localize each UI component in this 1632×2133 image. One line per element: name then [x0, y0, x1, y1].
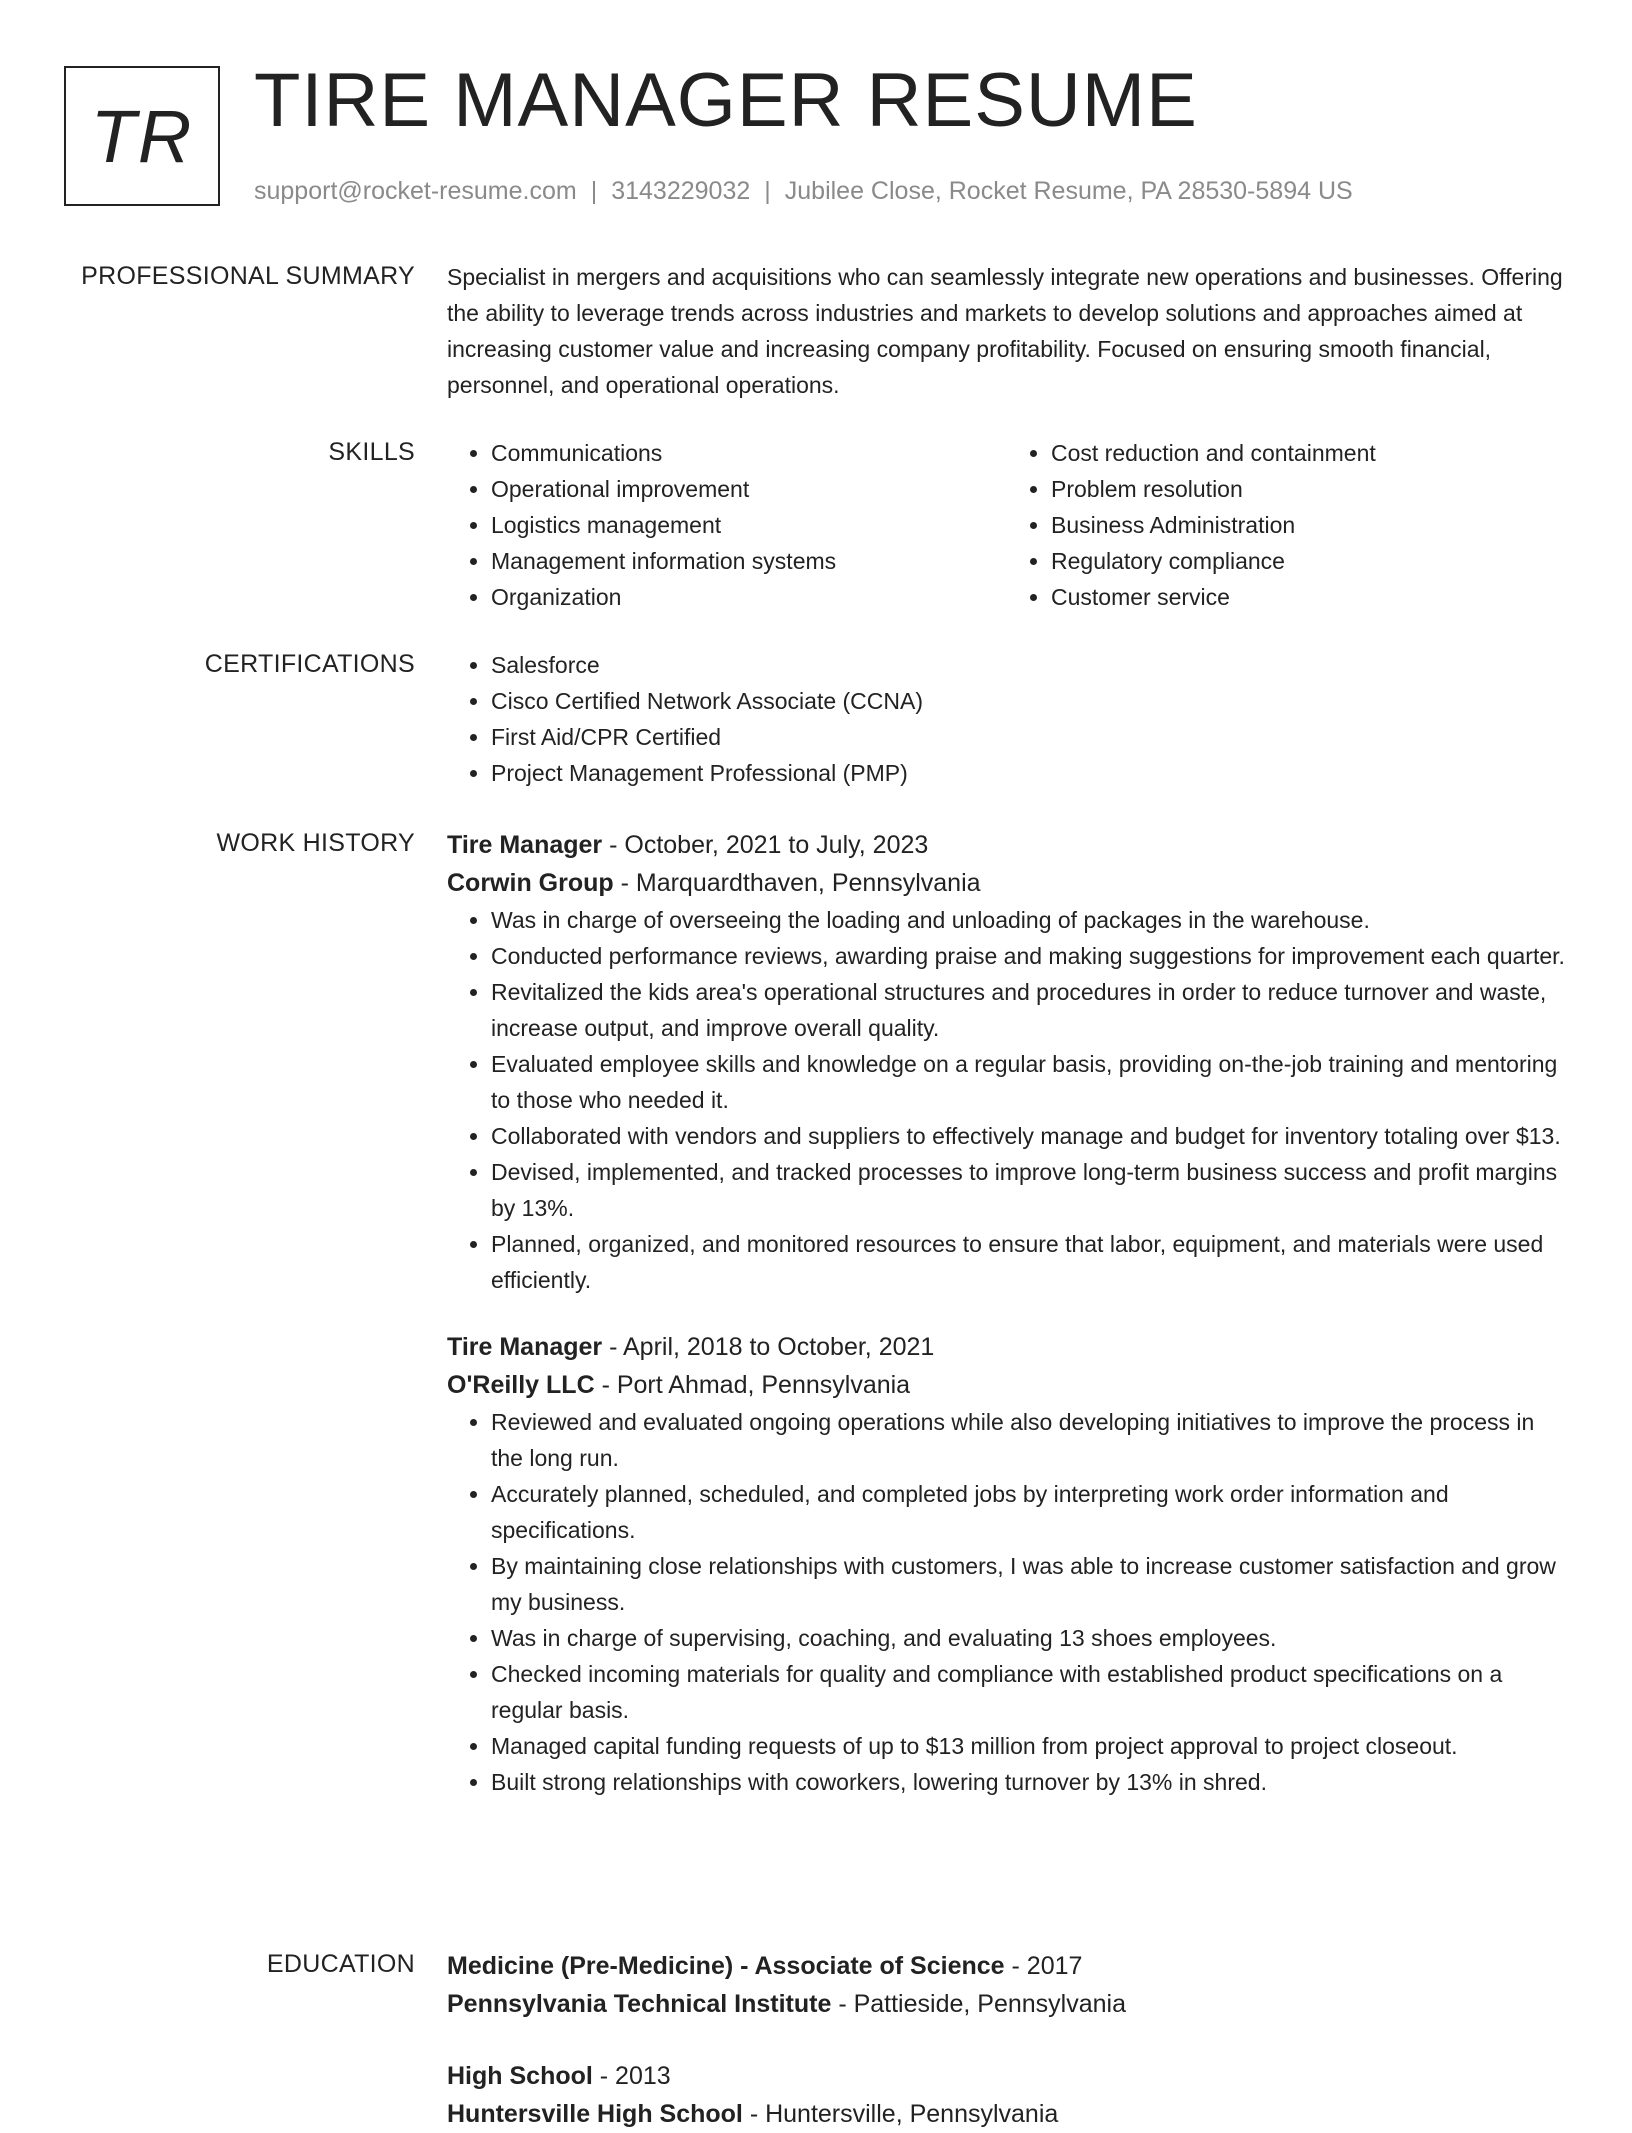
job-duty: • Built strong relationships with coworkers, lowering turnover by 13% in shred.: [491, 1764, 1567, 1800]
job-duty: • Revitalized the kids area's operational structures and procedures in order to reduce turnover and waste, increase output, and improve overall quality.: [491, 974, 1567, 1046]
skills-list-right: [1007, 435, 1567, 615]
education-year: - 2013: [592, 2062, 671, 2090]
skill-item: • Business Administration: [1051, 507, 1567, 543]
skill-item: • Problem resolution: [1051, 471, 1567, 507]
skill-item: • Communications: [491, 435, 1007, 471]
education-year: - 2017: [1004, 1952, 1083, 1980]
contact-line: [254, 174, 1353, 208]
work-history-heading: WORK HISTORY: [216, 829, 415, 857]
skill-item: • Cost reduction and containment: [1051, 435, 1567, 471]
contact-address: Jubilee Close, Rocket Resume, PA 28530-5894 US: [784, 177, 1353, 205]
job-title-line: [447, 1328, 1567, 1366]
monogram-box: [64, 66, 220, 206]
education-school: Huntersville High School: [447, 2100, 743, 2128]
job-company: O'Reilly LLC: [447, 1371, 595, 1399]
education-degree: High School: [447, 2062, 593, 2090]
certification-item: • Cisco Certified Network Associate (CCNA): [491, 683, 1567, 719]
certification-item: • First Aid/CPR Certified: [491, 719, 1567, 755]
contact-email: support@rocket-resume.com: [254, 177, 577, 205]
job-duty: • Checked incoming materials for quality and compliance with established product specifications on a regular basis.: [491, 1656, 1567, 1728]
job-entry: [447, 826, 1567, 1298]
skill-item: • Logistics management: [491, 507, 1007, 543]
job-duty: • Planned, organized, and monitored resources to ensure that labor, equipment, and materials were used efficiently.: [491, 1226, 1567, 1298]
education-school-line: [447, 2095, 1567, 2133]
job-location: - Marquardthaven, Pennsylvania: [613, 869, 981, 897]
job-company-line: [447, 1366, 1567, 1404]
certifications-body: [447, 647, 1567, 791]
job-duty: • Managed capital funding requests of up to $13 million from project approval to project closeout.: [491, 1728, 1567, 1764]
contact-separator: |: [764, 177, 771, 205]
skill-item: • Regulatory compliance: [1051, 543, 1567, 579]
education-entry: [447, 2057, 1567, 2133]
job-title: Tire Manager: [447, 1333, 603, 1361]
monogram-initials: TR: [90, 94, 194, 178]
job-duty: • Was in charge of supervising, coaching, and evaluating 13 shoes employees.: [491, 1620, 1567, 1656]
job-dates: - October, 2021 to July, 2023: [602, 831, 929, 859]
job-duty: • Collaborated with vendors and suppliers to effectively manage and budget for inventory totaling over $13.: [491, 1118, 1567, 1154]
certifications-list: [447, 647, 1567, 791]
summary-text: Specialist in mergers and acquisitions who can seamlessly integrate new operations and businesses. Offering the ability to leverage trends across industries and markets to develop solutions and approaches aimed at increasing customer value and increasing company profitability. Focused on ensuring smooth financial, personnel, and operational operations.: [447, 264, 1563, 398]
job-duty: • Reviewed and evaluated ongoing operations while also developing initiatives to improve the process in the long run.: [491, 1404, 1567, 1476]
job-company-line: [447, 864, 1567, 902]
education-school: Pennsylvania Technical Institute: [447, 1990, 832, 2018]
work-history-body: [447, 826, 1567, 1800]
skills-list-left: [447, 435, 1007, 615]
education-degree-line: [447, 2057, 1567, 2095]
certifications-heading: CERTIFICATIONS: [204, 650, 415, 678]
skills-body: [447, 435, 1567, 615]
contact-separator: |: [590, 177, 598, 205]
resume-title: TIRE MANAGER RESUME: [254, 58, 1198, 143]
skills-columns: [447, 435, 1567, 615]
education-body: [447, 1947, 1567, 2133]
education-heading: EDUCATION: [266, 1950, 415, 1978]
job-duty: • Devised, implemented, and tracked processes to improve long-term business success and profit margins by 13%.: [491, 1154, 1567, 1226]
skill-item: • Operational improvement: [491, 471, 1007, 507]
job-duty: • Was in charge of overseeing the loading and unloading of packages in the warehouse.: [491, 902, 1567, 938]
job-duty: • By maintaining close relationships with customers, I was able to increase customer satisfaction and grow my business.: [491, 1548, 1567, 1620]
certification-item: • Salesforce: [491, 647, 1567, 683]
skill-item: • Organization: [491, 579, 1007, 615]
education-location: - Huntersville, Pennsylvania: [742, 2100, 1059, 2128]
job-dates: - April, 2018 to October, 2021: [602, 1333, 935, 1361]
job-duty: • Conducted performance reviews, awarding praise and making suggestions for improvement each quarter.: [491, 938, 1567, 974]
job-company: Corwin Group: [447, 869, 614, 897]
education-entry: [447, 1947, 1567, 2023]
contact-phone: 3143229032: [611, 177, 751, 205]
education-location: - Pattieside, Pennsylvania: [831, 1990, 1126, 2018]
job-location: - Port Ahmad, Pennsylvania: [594, 1371, 911, 1399]
education-degree: Medicine (Pre-Medicine) - Associate of Science: [447, 1952, 1005, 1980]
job-duties-list: [447, 902, 1567, 1298]
job-duties-list: [447, 1404, 1567, 1800]
summary-body: [447, 259, 1567, 403]
job-duty: • Evaluated employee skills and knowledge on a regular basis, providing on-the-job training and mentoring to those who needed it.: [491, 1046, 1567, 1118]
certification-item: • Project Management Professional (PMP): [491, 755, 1567, 791]
job-title-line: [447, 826, 1567, 864]
education-degree-line: [447, 1947, 1567, 1985]
job-entry: [447, 1328, 1567, 1800]
education-school-line: [447, 1985, 1567, 2023]
skills-heading: SKILLS: [328, 438, 415, 466]
skill-item: • Management information systems: [491, 543, 1007, 579]
job-duty: • Accurately planned, scheduled, and completed jobs by interpreting work order information and specifications.: [491, 1476, 1567, 1548]
skill-item: • Customer service: [1051, 579, 1567, 615]
summary-heading: PROFESSIONAL SUMMARY: [81, 262, 415, 290]
job-title: Tire Manager: [447, 831, 603, 859]
